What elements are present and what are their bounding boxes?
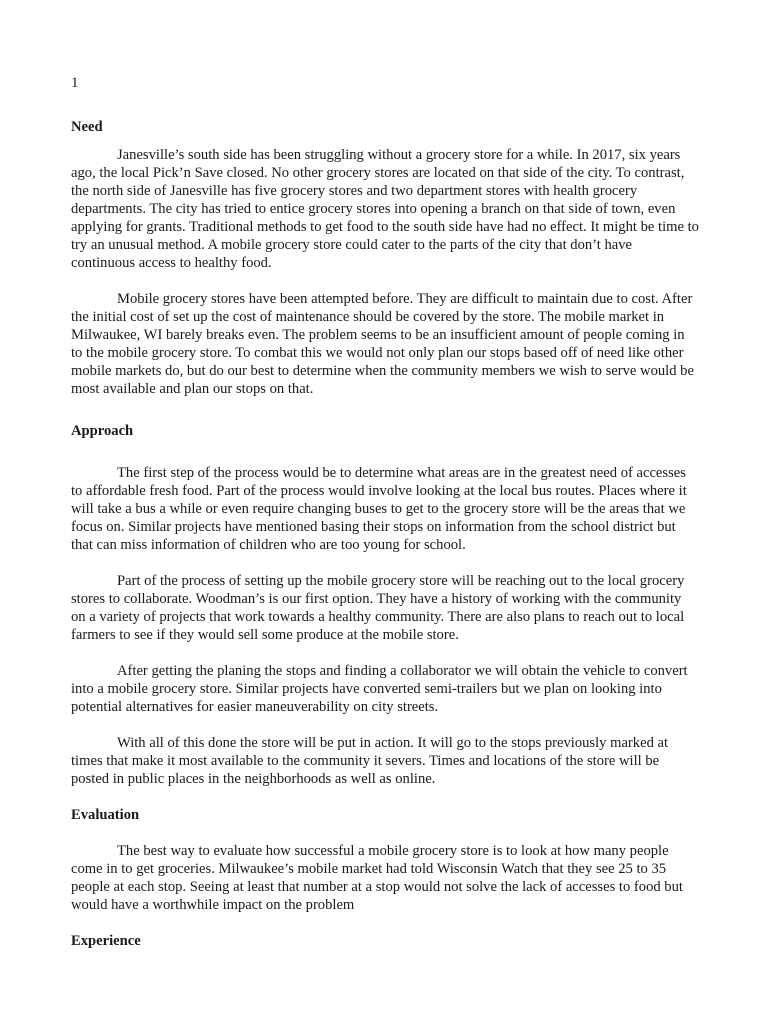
approach-paragraph-1: The first step of the process would be to determine what areas are in the greatest need of accesses to affordable fresh food. Part of the process would involve looking at the local bus routes. Places where it will take a bus a while or even require changing buses to get to the grocery store will be the areas that we focus on. Similar projects have mentioned basing their stops on information from the school district but that can miss information of children who are too young for school. (71, 465, 687, 553)
need-paragraph-2: Mobile grocery stores have been attempted before. They are difficult to maintain due to cost. After the initial cost of set up the cost of maintenance should be covered by the store. The mobile market in Milwaukee, WI barely breaks even. The problem seems to be an insufficient amount of people coming in to the mobile grocery store. To combat this we would not only plan our stops based off of need like other mobile markets do, but do our best to determine when the community members we wish to serve would be most available and plan our stops on that. (71, 291, 694, 397)
evaluation-paragraph-1: The best way to evaluate how successful a mobile grocery store is to look at how many people come in to get groceries. Milwaukee’s mobile market had told Wisconsin Watch that they see 25 to 35 people at each stop. Seeing at least that number at a stop would not solve the lack of accesses to food but would have a worthwhile impact on the problem (71, 843, 683, 913)
heading-approach: Approach (71, 423, 134, 439)
approach-paragraph-2: Part of the process of setting up the mobile grocery store will be reaching out to the local grocery stores to collaborate. Woodman’s is our first option. They have a history of working with the community on a variety of projects that work towards a healthy community. There are also plans to reach out to local farmers to see if they would sell some produce at the mobile store. (71, 573, 685, 643)
document-body (71, 118, 699, 950)
approach-paragraph-3: After getting the planing the stops and finding a collaborator we will obtain the vehicle to convert into a mobile grocery store. Similar projects have converted semi-trailers but we plan on looking into potential alternatives for easier maneuverability on city streets. (71, 663, 688, 715)
page-number: 1 (71, 75, 79, 91)
need-paragraph-1: Janesville’s south side has been struggling without a grocery store for a while. In 2017, six years ago, the local Pick’n Save closed. No other grocery stores are located on that side of the city. To contrast, the north side of Janesville has five grocery stores and two department stores with health grocery departments. The city has tried to entice grocery stores into opening a branch on that side of town, even applying for grants. Traditional methods to get food to the south side have had no effect. It might be time to try an unusual method. A mobile grocery store could cater to the parts of the city that don’t have continuous access to healthy food. (71, 147, 699, 271)
heading-need: Need (71, 119, 103, 135)
heading-evaluation: Evaluation (71, 807, 140, 823)
approach-paragraph-4: With all of this done the store will be put in action. It will go to the stops previously marked at times that make it most available to the community it severs. Times and locations of the store will be posted in public places in the neighborhoods as well as online. (71, 735, 669, 787)
heading-experience: Experience (71, 933, 141, 949)
